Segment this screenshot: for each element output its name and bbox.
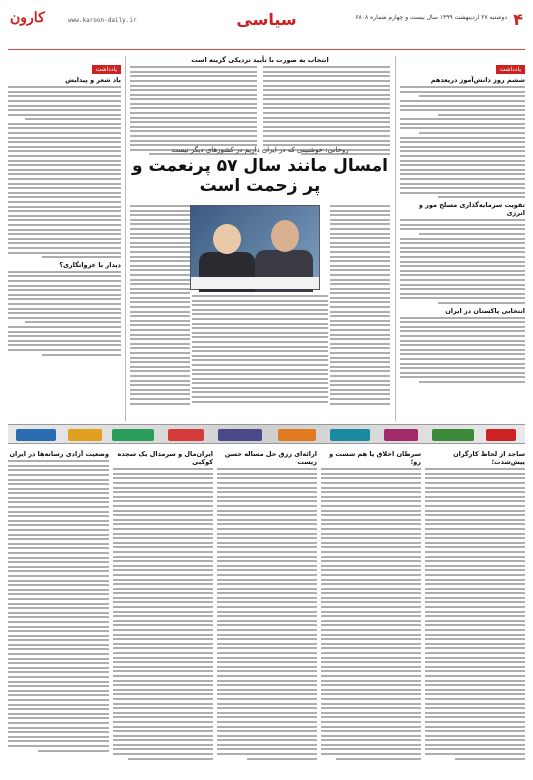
article-body xyxy=(321,468,421,759)
top-center-article xyxy=(130,56,390,146)
left-column xyxy=(8,56,126,421)
bottom-article xyxy=(8,450,109,772)
website-link[interactable]: www.karoon-daily.ir xyxy=(68,17,137,24)
bottom-article xyxy=(217,450,317,772)
article-title: یاد شعر و پیدایش xyxy=(65,76,121,84)
main-headline: امسال مانند سال ۵۷ پرنعمت و پر زحمت است xyxy=(132,156,388,197)
article-title: انتخابی پاکستان در ایران xyxy=(445,306,525,315)
kicker: روحانی: خوشبینی که در ایران داریم در کشورهای دیگر نیست xyxy=(171,146,349,154)
page-number: ۴ xyxy=(513,10,523,29)
main-headline-area xyxy=(130,146,390,200)
article-title: دیدار با عزوانگاری؟ xyxy=(59,260,121,269)
date-line: دوشنبه ۲۷ اردیبهشت ۱۳۹۹ سال بیست و چهارم شماره ۶۸۰۸ xyxy=(355,14,507,21)
article-body xyxy=(192,295,328,405)
article-title: ششم روز دانش‌آموز دریعدهم xyxy=(430,76,525,84)
article-title: سرطان اخلاق یا هم شست و رو؛ xyxy=(329,450,421,467)
bottom-article xyxy=(321,450,421,772)
column-label: یادداشت xyxy=(92,65,121,74)
article-body xyxy=(130,205,190,407)
bottom-article xyxy=(425,450,525,772)
bottom-article xyxy=(113,450,213,772)
article-body xyxy=(400,86,525,198)
advertisement-strip xyxy=(8,424,525,444)
right-column xyxy=(395,56,525,421)
article-title: ساجد از لحاظ کارگران پیش‌شدت؛ xyxy=(453,450,525,467)
article-title: ایران‌مال و سرمدال یک سجده کوکبی xyxy=(117,450,213,467)
article-body xyxy=(8,460,109,751)
article-body xyxy=(8,86,121,258)
article-title: وضعیت آزادی رسانه‌ها در ایران xyxy=(9,450,109,458)
article-body xyxy=(400,219,525,304)
article-body xyxy=(130,66,257,158)
article-body xyxy=(217,468,317,759)
bottom-section xyxy=(8,450,525,772)
article-body xyxy=(330,205,390,407)
section-title: سیاسی xyxy=(236,10,297,29)
column-label: یادداشت xyxy=(496,65,525,74)
article-body xyxy=(425,468,525,759)
article-body xyxy=(113,468,213,759)
article-title: تقویت سرمایه‌گذاری مسلح مور و انرژی xyxy=(418,200,525,218)
article-body xyxy=(263,66,390,158)
article-title: انتخاب به صورت با تأیید نزدیکی گزینه است xyxy=(191,56,329,64)
article-body xyxy=(8,271,121,356)
news-photo xyxy=(190,205,320,290)
article-title: ارائه‌ای رزق حل مساله حسن زیست xyxy=(224,450,317,467)
masthead xyxy=(8,6,525,50)
article-body xyxy=(400,317,525,383)
newspaper-logo: کارون xyxy=(10,10,45,26)
